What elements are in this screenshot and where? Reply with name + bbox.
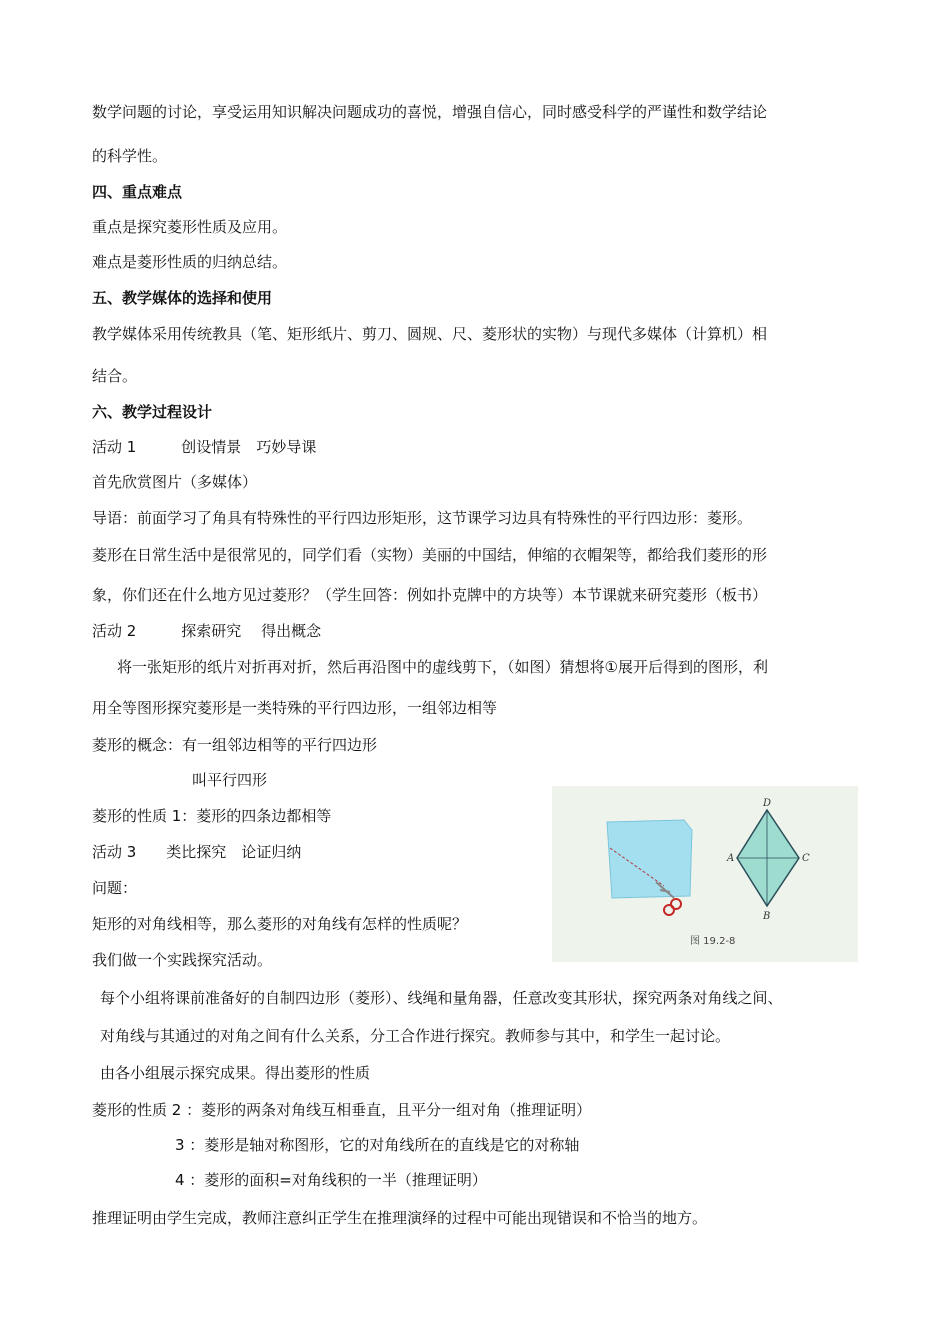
folded-paper — [607, 820, 692, 898]
text-line: 用全等图形探究菱形是一类特殊的平行四边形，一组邻边相等 — [92, 699, 498, 717]
text-line: 导语：前面学习了角具有特殊性的平行四边形矩形，这节课学习边具有特殊性的平行四边形：菱形。 — [92, 509, 753, 527]
rhombus — [726, 798, 810, 922]
section-heading: 四、重点难点 — [92, 183, 183, 201]
text-line: 的科学性。 — [92, 147, 168, 165]
text-line: 对角线与其通过的对角之间有什么关系，分工合作进行探究。教师参与其中，和学生一起讨论。 — [100, 1027, 731, 1045]
activity-title: 活动 2 探索研究 得出概念 — [92, 622, 322, 640]
text-line: 问题： — [92, 879, 138, 897]
text-line: 将一张矩形的纸片对折再对折，然后再沿图中的虚线剪下，（如图）猜想将①展开后得到的图形，利 — [117, 658, 768, 676]
section-heading: 六、教学过程设计 — [92, 403, 213, 421]
text-line: 推理证明由学生完成，教师注意纠正学生在推理演绎的过程中可能出现错误和不恰当的地方。 — [92, 1209, 708, 1227]
text-line: 教学媒体采用传统教具（笔、矩形纸片、剪刀、圆规、尺、菱形状的实物）与现代多媒体（计算机）相 — [92, 325, 768, 343]
text-line: 矩形的对角线相等，那么菱形的对角线有怎样的性质呢？ — [92, 915, 468, 933]
text-line: 4 ：菱形的面积=对角线积的一半（推理证明） — [175, 1171, 487, 1189]
text-line: 3 ：菱形是轴对称图形，它的对角线所在的直线是它的对称轴 — [175, 1136, 580, 1154]
text-line: 结合。 — [92, 367, 138, 385]
figure-svg — [552, 786, 858, 962]
vertex-label-b: B — [763, 911, 771, 922]
text-line: 由各小组展示探究成果。得出菱形的性质 — [100, 1064, 371, 1082]
text-line: 菱形的性质 2 ：菱形的两条对角线互相垂直，且平分一组对角（推理证明） — [92, 1101, 592, 1119]
text-line: 菱形的概念：有一组邻边相等的平行四边形 — [92, 736, 378, 754]
section-heading: 五、教学媒体的选择和使用 — [92, 289, 273, 307]
text-line: 重点是探究菱形性质及应用。 — [92, 218, 288, 236]
activity-title: 活动 3 类比探究 论证归纳 — [92, 843, 302, 861]
text-line: 数学问题的讨论，享受运用知识解决问题成功的喜悦，增强自信心，同时感受科学的严谨性和数学结论 — [92, 103, 768, 121]
text-line: 每个小组将课前准备好的自制四边形（菱形）、线绳和量角器，任意改变其形状，探究两条对角线之间、 — [100, 989, 783, 1007]
text-line: 首先欣赏图片（多媒体） — [92, 473, 258, 491]
activity-title: 活动 1 创设情景 巧妙导课 — [92, 438, 317, 456]
figure-19-2-8 — [552, 786, 858, 962]
vertex-label-a: A — [727, 853, 735, 864]
text-line: 难点是菱形性质的归纳总结。 — [92, 253, 288, 271]
figure-caption: 图 19.2-8 — [690, 936, 736, 947]
text-line: 菱形的性质 1：菱形的四条边都相等 — [92, 807, 332, 825]
text-line: 叫平行四形 — [192, 771, 268, 789]
text-line: 菱形在日常生活中是很常见的，同学们看（实物）美丽的中国结，伸缩的衣帽架等，都给我们菱形的形 — [92, 546, 768, 564]
text-line: 我们做一个实践探究活动。 — [92, 951, 273, 969]
text-line: 象，你们还在什么地方见过菱形？（学生回答：例如扑克牌中的方块等）本节课就来研究菱形（板书） — [92, 586, 768, 604]
vertex-label-c: C — [802, 853, 810, 864]
vertex-label-d: D — [763, 798, 772, 809]
